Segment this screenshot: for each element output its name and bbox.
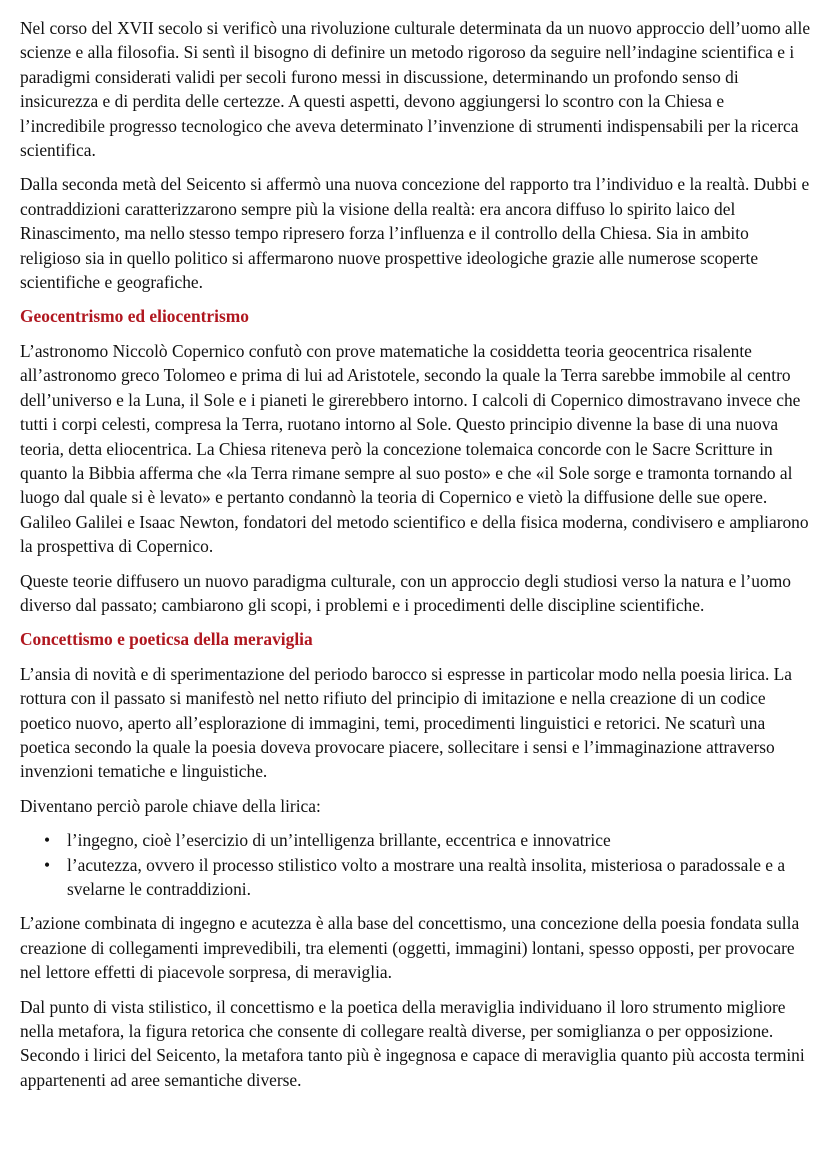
section2-paragraph-4: Dal punto di vista stilistico, il concettismo e la poetica della meraviglia individuano il loro strumento migliore nella metafora, la figura retorica che consente di collegare realtà diverse, per somiglianza o per opposizione. Secondo i lirici del Seicento, la metafora tanto più è ingegnosa e capace di meraviglia quanto più accosta termini appartenenti ad aree semantiche diverse. (20, 996, 805, 1090)
list-item (20, 853, 812, 902)
section1-paragraph-2: Queste teorie diffusero un nuovo paradigma culturale, con un approccio degli studiosi verso la natura e l’uomo diverso dal passato; cambiarono gli scopi, i problemi e i procedimenti delle discipline scientifiche. (20, 570, 791, 615)
section1-paragraph-1: L’astronomo Niccolò Copernico confutò con prove matematiche la cosiddetta teoria geocentrica risalente all’astronomo greco Tolomeo e prima di lui ad Aristotele, secondo la quale la Terra sarebbe immobile al centro dell’universo e la Luna, il Sole e i pianeti le girerebbero intorno. I calcoli di Copernico dimostravano invece che tutti i corpi celesti, compresa la Terra, ruotano intorno al Sole. Questo principio divenne la base di una nuova teoria, detta eliocentrica. La Chiesa riteneva però la concezione tolemaica concorde con le Sacre Scritture in quanto la Bibbia afferma che «la Terra rimane sempre al suo posto» e che «il Sole sorge e tramonta tornando al luogo dal quale si è levato» e pertanto condannò la teoria di Copernico e vietò la diffusione delle sue opere. Galileo Galilei e Isaac Newton, fondatori del metodo scientifico e della fisica moderna, condivisero e ampliarono la prospettiva di Copernico. (20, 340, 809, 557)
section2-paragraph-3: L’azione combinata di ingegno e acutezza è alla base del concettismo, una concezione della poesia fondata sulla creazione di collegamenti imprevedibili, tra elementi (oggetti, immagini) lontani, spesso opposti, per provocare nel lettore effetti di piacevole sorpresa, di meraviglia. (20, 913, 800, 983)
list-item-text: l’acutezza, ovvero il processo stilistico volto a mostrare una realtà insolita, misteriosa o paradossale e a svelarne le contraddizioni. (67, 854, 786, 899)
section2-paragraph-2: Diventano perciò parole chiave della lirica: (20, 795, 321, 816)
bullet-icon: • (44, 854, 51, 875)
keywords-list (20, 828, 812, 901)
document-page (20, 16, 812, 1102)
list-item (20, 828, 812, 852)
bullet-icon: • (44, 830, 51, 851)
intro-paragraph-1: Nel corso del XVII secolo si verificò una rivoluzione culturale determinata da un nuovo approccio dell’uomo alle scienze e alla filosofia. Si sentì il bisogno di definire un metodo rigoroso da seguire nell’indagine scientifica e i paradigmi considerati validi per secoli furono messi in discussione, determinando un profondo senso di insicurezza e di perdita delle certezze. A questi aspetti, devono aggiungersi lo scontro con la Chiesa e l’incredibile progresso tecnologico che aveva determinato l’invenzione di strumenti indispensabili per la ricerca scientifica. (20, 18, 811, 161)
intro-paragraph-2: Dalla seconda metà del Seicento si affermò una nuova concezione del rapporto tra l’individuo e la realtà. Dubbi e contraddizioni caratterizzarono sempre più la visione della realtà: era ancora diffuso lo spirito laico del Rinascimento, ma nello stesso tempo ripresero forza l’influenza e il controllo della Chiesa. Sia in ambito religioso sia in quello politico si affermarono nuove prospettive ideologiche grazie alle numerose scoperte scientifiche e geografiche. (20, 174, 810, 293)
list-item-text: l’ingegno, cioè l’esercizio di un’intelligenza brillante, eccentrica e innovatrice (67, 830, 611, 851)
section2-paragraph-1: L’ansia di novità e di sperimentazione del periodo barocco si espresse in particolar modo nella poesia lirica. La rottura con il passato si manifestò nel netto rifiuto del principio di imitazione e nella creazione di un codice poetico nuovo, aperto all’esplorazione di immagini, temi, procedimenti linguistici e retorici. Ne scaturì una poetica secondo la quale la poesia doveva provocare piacere, sollecitare i sensi e l’immaginazione attraverso invenzioni tematiche e linguistiche. (20, 663, 793, 782)
section-heading-geocentrismo: Geocentrismo ed eliocentrismo (20, 306, 249, 327)
section-heading-concettismo: Concettismo e poeticsa della meraviglia (20, 629, 313, 650)
